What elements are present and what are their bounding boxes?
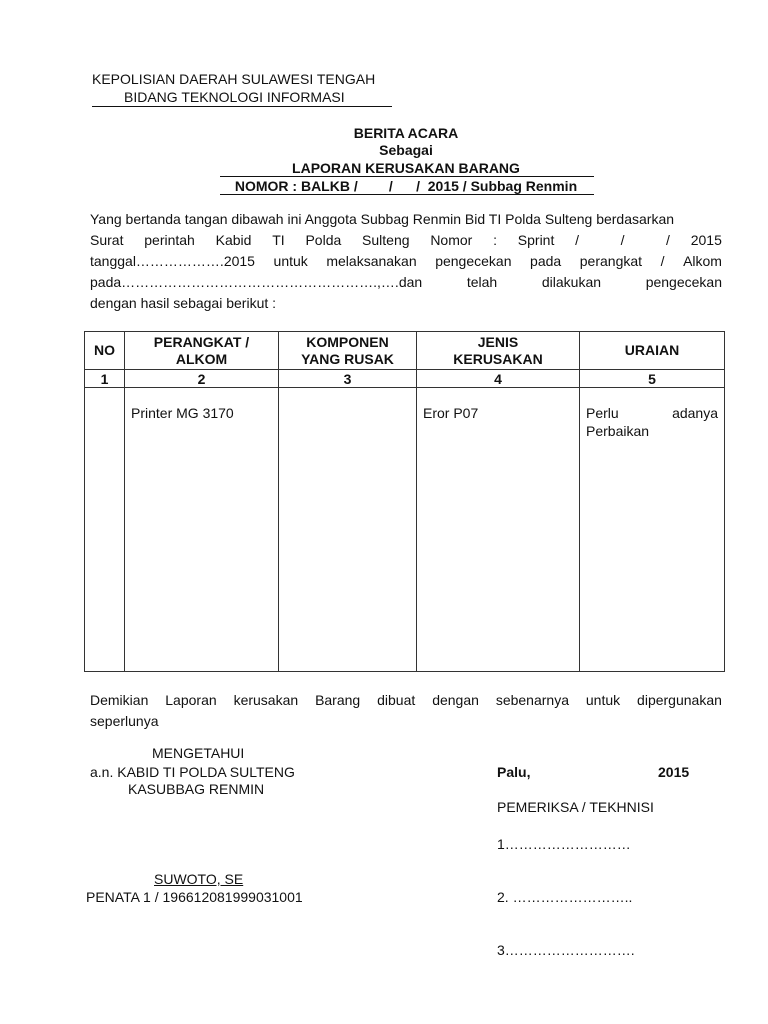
intro-paragraph (90, 209, 722, 314)
word: Kabid (215, 232, 252, 248)
word: untuk (585, 692, 621, 708)
cell-perangkat: Printer MG 3170 (125, 388, 279, 672)
col-header-jenis: JENIS KERUSAKAN (417, 332, 580, 370)
word: dilakukan (541, 274, 602, 290)
word: tanggal……………….2015 (90, 253, 255, 269)
signature-line-3: 3………………………. (497, 942, 635, 958)
doc-report-title: LAPORAN KERUSAKAN BARANG (292, 160, 520, 176)
word: Alkom (683, 253, 722, 269)
word: / (575, 232, 580, 248)
damage-table (84, 331, 725, 672)
word: Barang (315, 692, 361, 708)
word: pada……………………………………………….,….dan (90, 274, 423, 290)
word: dengan (432, 692, 479, 708)
signature-line-2: 2. …………………….. (497, 889, 633, 905)
word: Polda (305, 232, 342, 248)
closing-paragraph (90, 690, 722, 732)
word: Demikian (90, 692, 149, 708)
col-header-komponen: KOMPONEN YANG RUSAK (279, 332, 417, 370)
word: telah (466, 274, 498, 290)
intro-line-5: dengan hasil sebagai berikut : (90, 295, 277, 311)
doc-title: BERITA ACARA (353, 125, 459, 141)
letterhead (92, 70, 392, 106)
an-kabid-label: a.n. KABID TI POLDA SULTENG (90, 764, 295, 780)
word: Surat (90, 232, 124, 248)
col-number: 3 (279, 370, 417, 388)
doc-number: NOMOR : BALKB / / / 2015 / Subbag Renmin (234, 178, 578, 194)
col-header-uraian: URAIAN (580, 332, 725, 370)
mengetahui-label: MENGETAHUI (152, 745, 245, 761)
table-number-row (85, 370, 725, 388)
kasubbag-label: KASUBBAG RENMIN (128, 781, 265, 797)
word: pengecekan (645, 274, 722, 290)
word: untuk (273, 253, 308, 269)
word: perangkat (579, 253, 643, 269)
word: pada (530, 253, 562, 269)
word: Nomor (430, 232, 473, 248)
cell-no (85, 388, 125, 672)
col-number: 5 (580, 370, 725, 388)
col-number: 4 (417, 370, 580, 388)
word: melaksanakan (326, 253, 417, 269)
letterhead-underline (92, 106, 392, 107)
intro-line-1: Yang bertanda tangan dibawah ini Anggota Subbag Renmin Bid TI Polda Sulteng berdasarkan (90, 211, 675, 227)
word: kerusakan (233, 692, 299, 708)
col-number: 1 (85, 370, 125, 388)
word: dipergunakan (637, 692, 722, 708)
col-number: 2 (125, 370, 279, 388)
word: TI (272, 232, 285, 248)
table-row (85, 388, 725, 672)
col-header-no: NO (85, 332, 125, 370)
table-header-row (85, 332, 725, 370)
doc-subtitle: Sebagai (379, 142, 433, 158)
cell-uraian: Perlu adanya Perbaikan (580, 388, 725, 672)
word: dibuat (377, 692, 416, 708)
col-header-perangkat: PERANGKAT / ALKOM (125, 332, 279, 370)
word: Laporan (165, 692, 217, 708)
word: Sulteng (362, 232, 410, 248)
intro-line-4 (90, 272, 722, 293)
signature-line-1: 1……………………… (497, 836, 631, 852)
place-label: Palu, (497, 764, 531, 780)
letterhead-line1: KEPOLISIAN DAERAH SULAWESI TENGAH (92, 71, 376, 87)
word: perintah (144, 232, 195, 248)
intro-line-3 (90, 251, 722, 272)
word: : (493, 232, 497, 248)
word: pengecekan (435, 253, 512, 269)
cell-jenis: Eror P07 (417, 388, 580, 672)
signatory-rank: PENATA 1 / 196612081999031001 (86, 889, 303, 905)
closing-line-2: seperlunya (90, 713, 159, 729)
word: Sprint (517, 232, 555, 248)
year-label: 2015 (658, 764, 690, 780)
word: / (666, 232, 670, 248)
pemeriksa-label: PEMERIKSA / TEKHNISI (497, 799, 654, 815)
cell-komponen (279, 388, 417, 672)
word: / (660, 253, 665, 269)
word: sebenarnya (495, 692, 569, 708)
signatory-name: SUWOTO, SE (154, 871, 244, 887)
word: 2015 (690, 232, 722, 248)
word: / (620, 232, 625, 248)
letterhead-line2: BIDANG TEKNOLOGI INFORMASI (124, 89, 345, 105)
title-rule-bottom (220, 194, 594, 195)
closing-line-1 (90, 690, 722, 711)
intro-line-2 (90, 230, 722, 251)
